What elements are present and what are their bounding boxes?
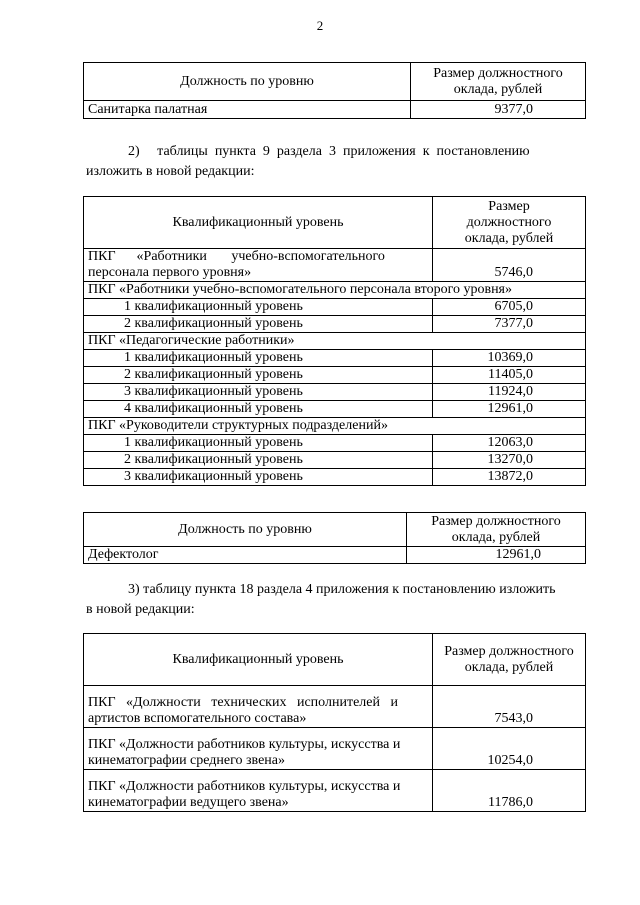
header-salary-line3: оклада, рублей: [464, 230, 554, 246]
row-level-line1: ПКГ «Должности работников культуры, искусства и: [88, 779, 401, 794]
table-header-position: Должность по уровню: [84, 63, 411, 101]
paragraph-2-line1: 2) таблицы пункта 9 раздела 3 приложения к постановлению: [128, 144, 530, 159]
row-level: 1 квалификационный уровень: [84, 435, 433, 452]
row-level: 1 квалификационный уровень: [84, 350, 433, 367]
row-level: [84, 728, 433, 770]
paragraph-2-line2: изложить в новой редакции:: [86, 164, 255, 179]
page-number: 2: [316, 18, 324, 33]
table-group-row: [84, 333, 586, 350]
table-header-salary: [411, 63, 586, 101]
table-row: [84, 350, 586, 367]
table-header-level: Квалификационный уровень: [84, 634, 433, 686]
table-group-row: [84, 418, 586, 435]
row-salary: 10254,0: [433, 728, 586, 770]
row-level: [84, 686, 433, 728]
table-group-row: [84, 282, 586, 299]
row-salary: 9377,0: [411, 101, 586, 119]
header-salary-line1: Размер должностного: [444, 643, 574, 659]
header-salary-line2: должностного: [466, 214, 552, 230]
row-position: Дефектолог: [84, 547, 407, 564]
pkg-1-title: [84, 249, 433, 282]
table-row: [84, 452, 586, 469]
row-salary: 13270,0: [433, 452, 586, 469]
table-row: [84, 728, 586, 770]
row-salary: 12961,0: [433, 401, 586, 418]
row-level: 3 квалификационный уровень: [84, 384, 433, 401]
table-row: [84, 770, 586, 812]
pkg-2-title: ПКГ «Работники учебно-вспомогательного персонала второго уровня»: [84, 282, 586, 299]
table-row: [84, 101, 586, 119]
header-salary-text: Размер должностного оклада, рублей: [433, 65, 563, 97]
pkg-1-line1: ПКГ «Работники учебно-вспомогательного: [88, 249, 385, 264]
table-row: [84, 686, 586, 728]
row-salary: 13872,0: [433, 469, 586, 486]
row-salary: 11924,0: [433, 384, 586, 401]
table-header-salary: [433, 197, 586, 249]
table-positions-1: [83, 62, 586, 119]
row-level: 4 квалификационный уровень: [84, 401, 433, 418]
table-positions-2: [83, 512, 586, 564]
table-row: [84, 384, 586, 401]
header-salary-line1: Размер: [488, 198, 530, 214]
row-salary: 7543,0: [433, 686, 586, 728]
row-salary: 10369,0: [433, 350, 586, 367]
row-salary: 6705,0: [433, 299, 586, 316]
row-level-line1: ПКГ «Должности технических исполнителей и: [88, 695, 398, 710]
row-level-line2: кинематографии среднего звена»: [88, 753, 286, 768]
row-level-line2: кинематографии ведущего звена»: [88, 795, 289, 810]
paragraph-2: [86, 142, 591, 182]
table-header-salary: [433, 634, 586, 686]
row-salary: 12961,0: [407, 547, 586, 564]
table-row: [84, 547, 586, 564]
table-row: [84, 299, 586, 316]
row-level: 2 квалификационный уровень: [84, 452, 433, 469]
header-salary-line1: Размер должностного: [431, 513, 561, 529]
row-level: [84, 770, 433, 812]
row-level: 2 квалификационный уровень: [84, 367, 433, 384]
row-salary: 11786,0: [433, 770, 586, 812]
table-header-salary: [407, 513, 586, 547]
paragraph-3: [86, 580, 591, 620]
table-row: [84, 401, 586, 418]
pkg-1-line2: персонала первого уровня»: [88, 265, 252, 280]
table-row: [84, 469, 586, 486]
table-culture-levels: [83, 633, 586, 812]
row-level-line1: ПКГ «Должности работников культуры, искусства и: [88, 737, 401, 752]
table-header-level: Квалификационный уровень: [84, 197, 433, 249]
row-salary: 5746,0: [433, 249, 586, 282]
table-qualification-levels: [83, 196, 586, 486]
row-position: Санитарка палатная: [84, 101, 411, 119]
row-level: 2 квалификационный уровень: [84, 316, 433, 333]
table-row: [84, 249, 586, 282]
paragraph-3-line2: в новой редакции:: [86, 602, 195, 617]
row-level-line2: артистов вспомогательного состава»: [88, 711, 307, 726]
table-row: [84, 316, 586, 333]
row-level: 1 квалификационный уровень: [84, 299, 433, 316]
table-row: [84, 367, 586, 384]
row-salary: 12063,0: [433, 435, 586, 452]
pkg-3-title: ПКГ «Педагогические работники»: [84, 333, 586, 350]
table-header-position: Должность по уровню: [84, 513, 407, 547]
table-row: [84, 435, 586, 452]
paragraph-3-line1: 3) таблицу пункта 18 раздела 4 приложения к постановлению изложить: [128, 582, 556, 597]
row-salary: 7377,0: [433, 316, 586, 333]
pkg-4-title: ПКГ «Руководители структурных подразделений»: [84, 418, 586, 435]
header-salary-line2: оклада, рублей: [451, 529, 541, 545]
header-salary-line2: оклада, рублей: [464, 659, 554, 675]
row-salary: 11405,0: [433, 367, 586, 384]
row-level: 3 квалификационный уровень: [84, 469, 433, 486]
